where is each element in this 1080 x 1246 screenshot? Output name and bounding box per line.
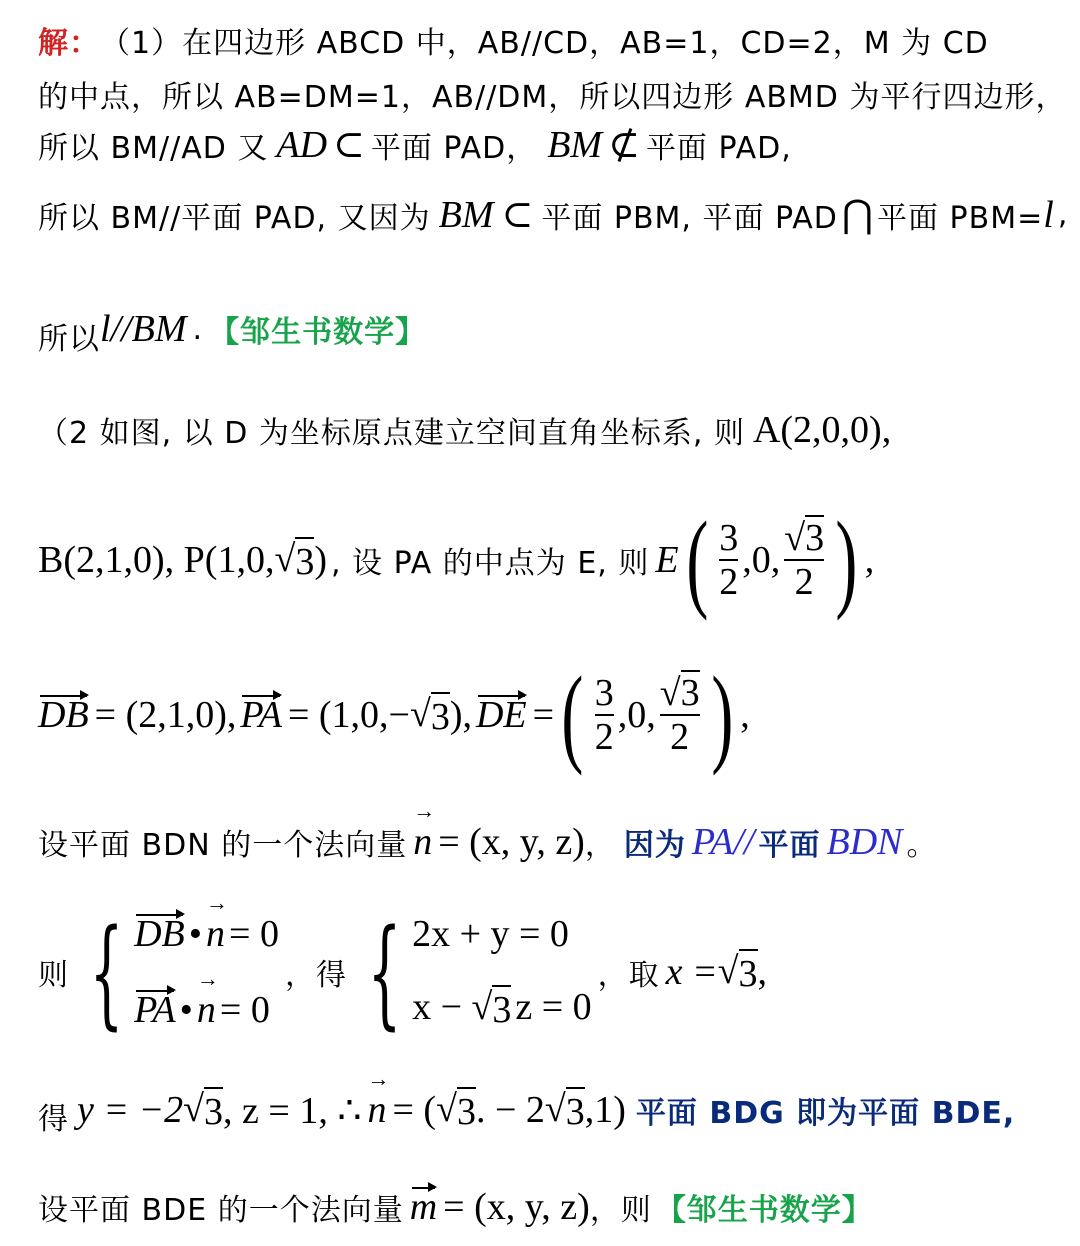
text: ), <box>449 694 472 736</box>
denominator: 2 <box>670 716 690 758</box>
sqrt: √ 3 <box>183 1087 224 1133</box>
denominator: 2 <box>794 561 814 603</box>
text: 的中点，所以 AB=DM=1，AB//DM，所以四边形 ABMD 为平行四边形， <box>38 80 1067 115</box>
math: = ( <box>392 1089 437 1131</box>
equation: x − √ 3 z = 0 <box>412 986 592 1031</box>
text: . <box>192 311 204 347</box>
numerator: √3 <box>784 517 825 559</box>
text: 所以 <box>38 322 100 357</box>
point-a: A(2,0,0), <box>752 409 892 451</box>
text: 得 <box>38 1102 69 1137</box>
text: , <box>757 951 768 993</box>
solution-line-8 <box>38 654 750 776</box>
solution-line-11 <box>38 1082 1015 1138</box>
solution-line-10 <box>38 903 768 1041</box>
solution-line-6 <box>38 408 891 452</box>
text: , <box>740 694 750 736</box>
vector-db: DB <box>38 694 89 736</box>
solution-line-1 <box>38 18 989 62</box>
text: = <box>532 694 555 736</box>
solution-label: 解： <box>38 26 100 61</box>
equation-system-1 <box>134 912 279 1032</box>
text: 平面 PAD, <box>645 130 792 166</box>
fraction <box>660 672 700 758</box>
math-bm: BM <box>547 123 603 166</box>
text: ) <box>314 539 327 581</box>
math-pa: PA// <box>691 821 755 863</box>
denominator: 2 <box>719 561 739 603</box>
point-e: E <box>655 539 679 581</box>
text: 所以 BM//平面 PAD, 又因为 <box>38 200 431 236</box>
subset-symbol: ⊂ <box>501 194 534 236</box>
solution-line-3 <box>38 122 792 167</box>
math-l-parallel-bm: l//BM <box>100 308 187 350</box>
text: = (x, y, z) <box>443 1186 590 1228</box>
sqrt: √ 3 <box>544 1087 585 1133</box>
solution-line-9 <box>38 820 937 864</box>
sqrt: √ 3 <box>409 692 450 738</box>
text: （1）在四边形 ABCD 中，AB//CD，AB=1，CD=2，M 为 CD <box>100 26 989 61</box>
numerator: 3 <box>594 672 614 714</box>
right-paren: ) <box>835 499 858 621</box>
text: , <box>1057 197 1069 232</box>
left-brace: { <box>89 903 124 1041</box>
text: （2 如图, 以 D 为坐标原点建立空间直角坐标系, 则 <box>38 416 745 451</box>
left-paren: ( <box>685 499 708 621</box>
math: . − 2 <box>475 1089 545 1131</box>
text: 则 <box>38 958 69 993</box>
text: 平面 <box>758 828 821 863</box>
equation: PA • n → = 0 <box>134 988 279 1032</box>
text: , 设 PA 的中点为 E, 则 <box>330 546 650 581</box>
denominator: 2 <box>594 716 614 758</box>
text: , <box>864 539 875 581</box>
math: ,1) <box>584 1089 626 1131</box>
left-paren: ( <box>561 654 584 776</box>
math-l: l <box>1043 193 1054 236</box>
radicand: 3 <box>431 692 450 739</box>
text: = (x, y, z) <box>438 821 585 863</box>
watermark-text: 【邹生书数学】 <box>209 315 427 350</box>
text: 所以 BM//AD 又 <box>38 130 269 166</box>
text: 因为 <box>623 828 686 863</box>
text: = (1,0,− <box>287 694 410 736</box>
text: ， <box>584 828 616 863</box>
text: ，取 <box>597 958 660 993</box>
solution-line-2 <box>38 72 1066 116</box>
text: ,0, <box>617 694 656 736</box>
numerator: 3 <box>719 517 739 559</box>
normal-vector-m: m <box>409 1186 438 1228</box>
text: 设平面 BDN 的一个法向量 <box>38 828 408 863</box>
sqrt: √ 3 <box>274 537 315 583</box>
solution-line-5 <box>38 300 426 358</box>
vector-de: DE <box>475 694 527 736</box>
equation: 2x + y = 0 <box>412 913 569 955</box>
math: , z = 1, ∴ <box>223 1089 362 1132</box>
text: 设平面 BDE 的一个法向量 <box>38 1193 404 1228</box>
solution-line-7 <box>38 499 875 621</box>
math-bm: BM <box>438 193 494 236</box>
watermark-text: 【邹生书数学】 <box>655 1193 873 1228</box>
not-subset-symbol: ⊄ <box>608 124 640 166</box>
left-brace: { <box>367 903 402 1041</box>
fraction <box>595 672 614 758</box>
intersection-symbol: ⋂ <box>841 194 874 236</box>
equation-system-2 <box>412 912 592 1032</box>
text: ，则 <box>589 1193 652 1228</box>
points-b-p: B(2,1,0), P(1,0, <box>38 539 275 581</box>
text: 平面 PBM= <box>877 200 1044 236</box>
text: ，得 <box>284 958 347 993</box>
equation: DB • n → = 0 <box>134 912 279 956</box>
text: = (2,1,0), <box>94 694 237 736</box>
vector-pa: PA <box>240 694 282 736</box>
math: y = −2 <box>77 1089 184 1131</box>
right-paren: ) <box>710 654 733 776</box>
solution-line-4 <box>38 192 1068 237</box>
normal-vector-n: n → <box>413 820 432 864</box>
text: 平面 BDG 即为平面 BDE, <box>635 1096 1016 1131</box>
radicand: 3 <box>295 537 314 584</box>
text: 。 <box>906 828 938 863</box>
fraction <box>784 517 824 603</box>
fraction <box>719 517 738 603</box>
math-ad: AD <box>276 123 328 166</box>
text: 平面 PBM, 平面 PAD <box>541 200 838 236</box>
math: x = <box>665 951 718 993</box>
solution-line-12 <box>38 1185 873 1229</box>
normal-vector-n: n → <box>368 1088 387 1132</box>
subset-symbol: ⊂ <box>333 124 365 166</box>
sqrt: √ 3 <box>436 1087 476 1133</box>
sqrt: √ 3 <box>717 949 758 995</box>
text: 平面 PAD， <box>370 130 538 166</box>
numerator: √3 <box>659 672 700 714</box>
math-bdn: BDN <box>826 821 903 863</box>
text: ,0, <box>742 539 781 581</box>
